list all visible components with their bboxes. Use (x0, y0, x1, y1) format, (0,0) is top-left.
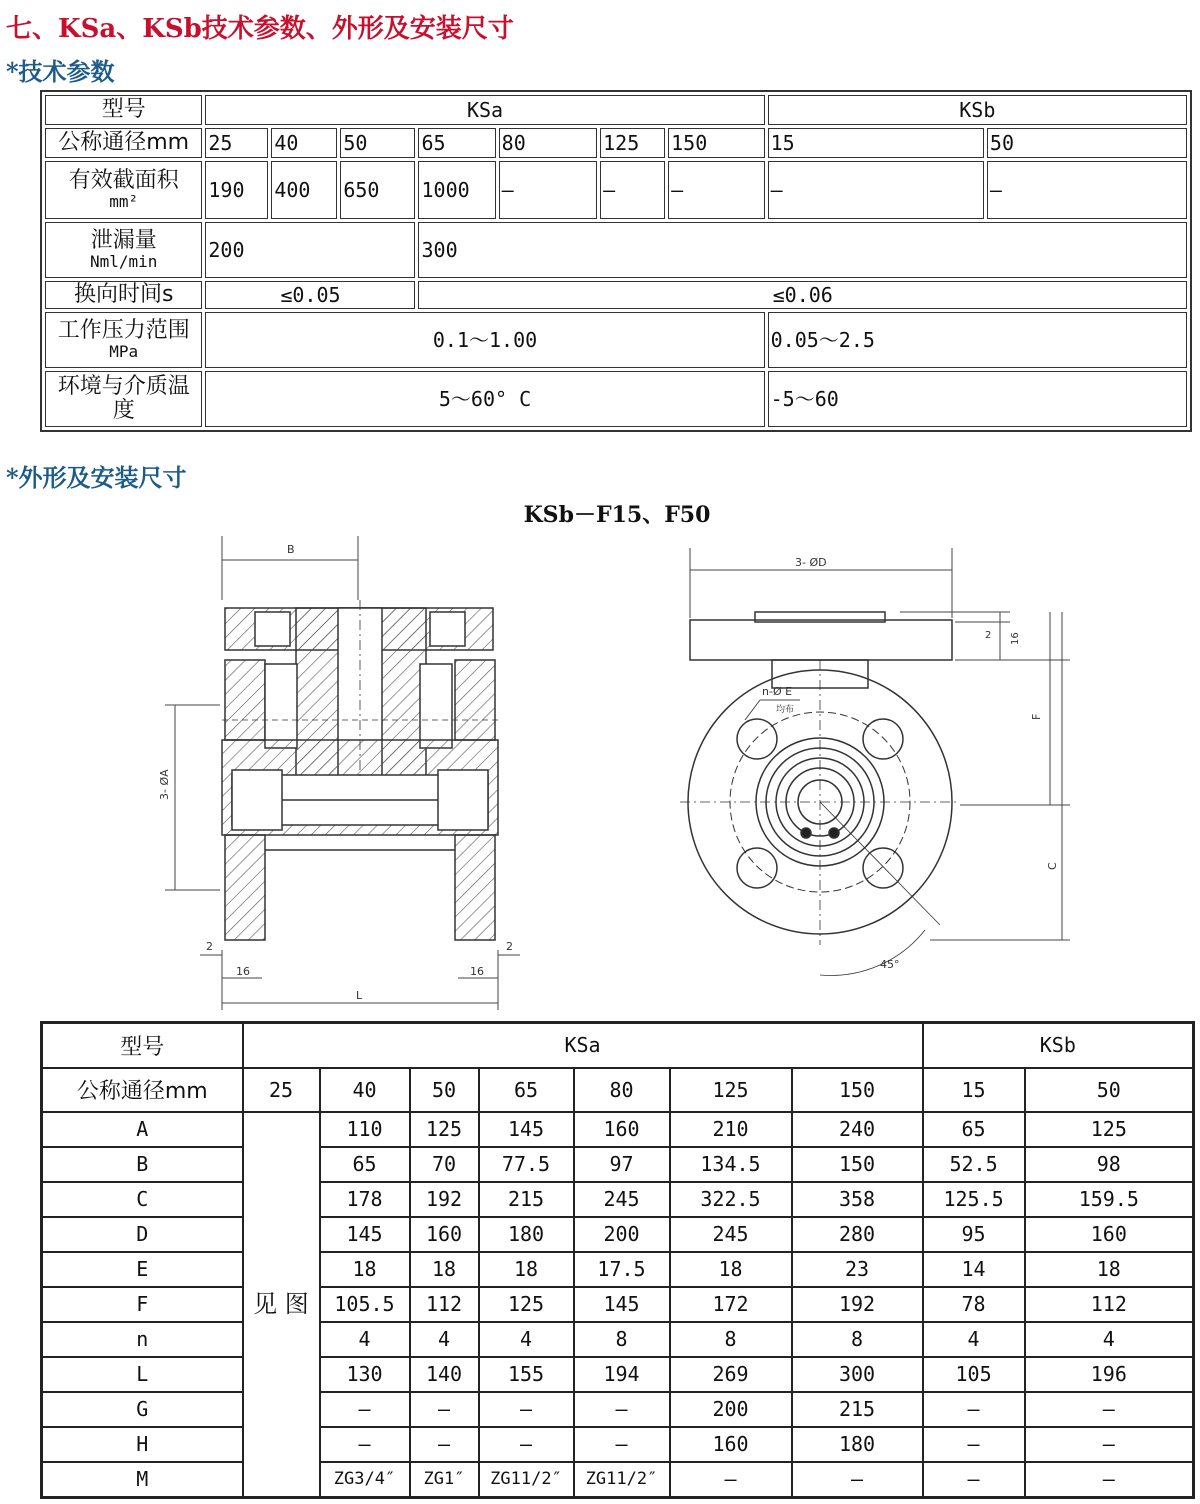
section-tech-heading: *技术参数 (6, 57, 115, 86)
dim-dn-cell: 50 (410, 1068, 479, 1112)
dim-16-left: 16 (236, 965, 250, 978)
spec-ksa-header: KSa (205, 95, 764, 125)
dim-cell: 98 (1025, 1147, 1194, 1182)
dim-cell: – (792, 1462, 923, 1498)
dim-dn-cell: 50 (1025, 1068, 1194, 1112)
dim-cell: 145 (479, 1112, 574, 1147)
dim-row-label: G (42, 1392, 243, 1427)
dim-cell: 245 (670, 1217, 792, 1252)
spec-row-pressure (45, 312, 1187, 368)
dim-dn-cell: 65 (479, 1068, 574, 1112)
dim-cell: 192 (410, 1182, 479, 1217)
dim-cell: 155 (479, 1357, 574, 1392)
dim-cell: 194 (574, 1357, 670, 1392)
front-flange (690, 620, 952, 660)
dim-45-label: 45° (880, 958, 900, 971)
spec-dn-cell: 25 (205, 128, 268, 158)
dim-cell: – (923, 1392, 1025, 1427)
front-view-dimensions (690, 548, 1070, 940)
dim-row-h (42, 1427, 1194, 1462)
dim-cell: ZG1″ (410, 1462, 479, 1498)
dim-row-label: B (42, 1147, 243, 1182)
dim-cell: 65 (320, 1147, 410, 1182)
dim-model-label: 型号 (42, 1023, 243, 1068)
dim-16-right: 16 (470, 965, 484, 978)
dim-cell: 210 (670, 1112, 792, 1147)
dim-cell: 200 (574, 1217, 670, 1252)
spec-area-cell: – (600, 161, 665, 219)
dim-2-right: 2 (506, 940, 513, 953)
spec-pressure-ksb: 0.05～2.5 (768, 312, 1187, 368)
dim-cell: 110 (320, 1112, 410, 1147)
dim-cell: 145 (574, 1287, 670, 1322)
dim-cell: 4 (923, 1322, 1025, 1357)
dim-cell: – (574, 1392, 670, 1427)
dim-row-label: E (42, 1252, 243, 1287)
spec-leak-label (45, 222, 202, 278)
dim-cell: ZG11/2″ (479, 1462, 574, 1498)
spec-area-cell: – (768, 161, 984, 219)
spec-dn-cell: 50 (340, 128, 415, 158)
dim-cell: 172 (670, 1287, 792, 1322)
dim-row-label: H (42, 1427, 243, 1462)
dim-cell: 160 (670, 1427, 792, 1462)
see-figure-cell: 见 图 (243, 1112, 320, 1498)
dim-b-label: B (287, 543, 295, 556)
side-section-view (222, 600, 498, 940)
dim-cell: 77.5 (479, 1147, 574, 1182)
dim-2-front: 2 (985, 630, 992, 641)
dim-cell: – (1025, 1462, 1194, 1498)
dim-16-front: 16 (1010, 632, 1021, 645)
dim-dn-cell: 125 (670, 1068, 792, 1112)
dim-cell: 125.5 (923, 1182, 1025, 1217)
spec-pressure-unit: MPa (109, 342, 139, 362)
dim-cell: 145 (320, 1217, 410, 1252)
dim-cell: 18 (410, 1252, 479, 1287)
dim-cell: – (479, 1427, 574, 1462)
dim-row-g (42, 1392, 1194, 1427)
spec-pressure-label (45, 312, 202, 368)
spec-temp-label: 环境与介质温度 (45, 371, 202, 427)
dim-n-sub-label: 均布 (776, 705, 795, 715)
dim-cell: 180 (792, 1427, 923, 1462)
dim-cell: 150 (792, 1147, 923, 1182)
spec-dn-cell: 65 (418, 128, 495, 158)
dim-cell: 240 (792, 1112, 923, 1147)
dim-cell: 192 (792, 1287, 923, 1322)
dim-cell: – (1025, 1392, 1194, 1427)
spec-area-cell: – (499, 161, 597, 219)
spec-area-cell: 190 (205, 161, 268, 219)
dim-dn-label: 公称通径mm (42, 1068, 243, 1112)
spec-switch-value-2: ≤0.06 (418, 281, 1187, 309)
bolt-hole (737, 848, 777, 888)
dim-cell: – (320, 1427, 410, 1462)
dim-cell: 18 (479, 1252, 574, 1287)
dim-cell: – (1025, 1427, 1194, 1462)
spec-row-switch (45, 281, 1187, 309)
dim-row-n (42, 1322, 1194, 1357)
dim-cell: – (320, 1392, 410, 1427)
spec-dn-label: 公称通径mm (45, 128, 202, 158)
dim-cell: 125 (1025, 1112, 1194, 1147)
dim-cell: 4 (410, 1322, 479, 1357)
spec-dn-cell: 15 (768, 128, 984, 158)
dim-cell: 8 (670, 1322, 792, 1357)
bolt-hole (863, 719, 903, 759)
dim-cell: – (923, 1427, 1025, 1462)
dim-row-l (42, 1357, 1194, 1392)
dim-cell: 215 (792, 1392, 923, 1427)
dim-cell: 112 (410, 1287, 479, 1322)
dim-row-e (42, 1252, 1194, 1287)
dim-cell: 78 (923, 1287, 1025, 1322)
spec-temp-ksb: -5～60 (768, 371, 1187, 427)
dimension-table (40, 1021, 1195, 1499)
dim-row-label: C (42, 1182, 243, 1217)
dim-cell: ZG11/2″ (574, 1462, 670, 1498)
dim-cell: 125 (410, 1112, 479, 1147)
dim-cell: 196 (1025, 1357, 1194, 1392)
dim-cell: 95 (923, 1217, 1025, 1252)
bolt-hole (863, 848, 903, 888)
spec-area-cell: 400 (271, 161, 337, 219)
dim-cell: 200 (670, 1392, 792, 1427)
dim-cell: 52.5 (923, 1147, 1025, 1182)
dim-cell: 160 (1025, 1217, 1194, 1252)
dim-cell: 8 (792, 1322, 923, 1357)
spec-dn-cell: 150 (668, 128, 765, 158)
spec-row-temp (45, 371, 1187, 427)
dim-cell: – (670, 1462, 792, 1498)
dim-cell: 23 (792, 1252, 923, 1287)
dim-row-c (42, 1182, 1194, 1217)
spec-dn-cell: 50 (987, 128, 1187, 158)
dim-row-label: n (42, 1322, 243, 1357)
dim-cell: 17.5 (574, 1252, 670, 1287)
dim-cell: 160 (410, 1217, 479, 1252)
dim-row-label: D (42, 1217, 243, 1252)
spec-leak-value-1: 200 (205, 222, 415, 278)
dim-row-label: M (42, 1462, 243, 1498)
dim-cell: 130 (320, 1357, 410, 1392)
dim-cell: 4 (1025, 1322, 1194, 1357)
dim-c-label: C (1046, 862, 1059, 870)
spec-area-label (45, 161, 202, 219)
spec-area-label-text: 有效截面积 (68, 168, 179, 194)
dim-cell: 140 (410, 1357, 479, 1392)
dim-cell: 245 (574, 1182, 670, 1217)
dim-row-f (42, 1287, 1194, 1322)
dim-cell: 14 (923, 1252, 1025, 1287)
spec-row-area (45, 161, 1187, 219)
spec-leak-unit: Nml/min (89, 252, 158, 272)
dim-cell: 18 (320, 1252, 410, 1287)
dim-row-m (42, 1462, 1194, 1498)
spec-switch-value-1: ≤0.05 (205, 281, 415, 309)
valve-drawing (0, 520, 1200, 1020)
spec-area-unit: mm² (109, 192, 139, 212)
bolt-hole (737, 719, 777, 759)
dim-cell: 178 (320, 1182, 410, 1217)
spec-row-leak (45, 222, 1187, 278)
dim-3phia-label: 3- ØA (158, 769, 171, 800)
dim-cell: 4 (479, 1322, 574, 1357)
dim-f-label: F (1030, 713, 1043, 720)
dim-dn-cell: 40 (320, 1068, 410, 1112)
dim-dn-cell: 150 (792, 1068, 923, 1112)
dim-3phid-label: 3- ØD (795, 556, 827, 569)
dim-cell: 215 (479, 1182, 574, 1217)
spec-row-model (45, 95, 1187, 125)
dim-cell: 18 (670, 1252, 792, 1287)
dim-cell: 4 (320, 1322, 410, 1357)
dim-cell: – (479, 1392, 574, 1427)
dim-l-label: L (356, 989, 363, 1002)
spec-temp-ksa: 5～60° C (205, 371, 764, 427)
section-dims-heading: *外形及安装尺寸 (6, 463, 187, 492)
dim-cell: 105 (923, 1357, 1025, 1392)
dim-row-label: A (42, 1112, 243, 1147)
dim-cell: 159.5 (1025, 1182, 1194, 1217)
dim-2-left: 2 (206, 940, 213, 953)
dim-cell: 180 (479, 1217, 574, 1252)
dim-cell: 125 (479, 1287, 574, 1322)
dim-row-label: L (42, 1357, 243, 1392)
dim-cell: 160 (574, 1112, 670, 1147)
dim-cell: 134.5 (670, 1147, 792, 1182)
dim-row-model (42, 1023, 1194, 1068)
dim-cell: 105.5 (320, 1287, 410, 1322)
dim-row-label: F (42, 1287, 243, 1322)
dim-n-label: n-Ø E (762, 685, 793, 698)
dim-cell: – (410, 1427, 479, 1462)
spec-pressure-ksa: 0.1～1.00 (205, 312, 764, 368)
dim-cell: – (410, 1392, 479, 1427)
spec-dn-cell: 40 (271, 128, 337, 158)
dim-row-a (42, 1112, 1194, 1147)
spec-switch-label: 换向时间s (45, 281, 202, 309)
page-title: 七、KSa、KSb技术参数、外形及安装尺寸 (6, 14, 514, 44)
spec-leak-value-2: 300 (418, 222, 1187, 278)
spec-model-label: 型号 (45, 95, 202, 125)
dim-cell: ZG3/4″ (320, 1462, 410, 1498)
front-view (680, 612, 960, 975)
drawing-title: KSb－F15、F50 (523, 502, 711, 528)
spec-area-cell: – (987, 161, 1187, 219)
dim-cell: – (574, 1427, 670, 1462)
dim-cell: 280 (792, 1217, 923, 1252)
spec-dn-cell: 80 (499, 128, 597, 158)
spec-area-cell: 650 (340, 161, 415, 219)
spec-pressure-label-text: 工作压力范围 (57, 318, 190, 344)
spec-ksb-header: KSb (768, 95, 1187, 125)
dim-row-dn (42, 1068, 1194, 1112)
dim-cell: 8 (574, 1322, 670, 1357)
dim-ksa-header: KSa (243, 1023, 923, 1068)
dim-dn-cell: 80 (574, 1068, 670, 1112)
dim-cell: 97 (574, 1147, 670, 1182)
dim-dn-cell: 15 (923, 1068, 1025, 1112)
dim-cell: – (923, 1462, 1025, 1498)
dim-row-b (42, 1147, 1194, 1182)
spec-leak-label-text: 泄漏量 (90, 228, 157, 254)
dim-ksb-header: KSb (923, 1023, 1194, 1068)
dim-cell: 65 (923, 1112, 1025, 1147)
spec-dn-cell: 125 (600, 128, 665, 158)
dim-cell: 269 (670, 1357, 792, 1392)
dim-cell: 18 (1025, 1252, 1194, 1287)
dim-cell: 300 (792, 1357, 923, 1392)
dim-cell: 70 (410, 1147, 479, 1182)
spec-area-cell: – (668, 161, 765, 219)
dim-cell: 112 (1025, 1287, 1194, 1322)
spec-row-dn (45, 128, 1187, 158)
spec-table (40, 90, 1192, 432)
dim-cell: 358 (792, 1182, 923, 1217)
spec-area-cell: 1000 (418, 161, 495, 219)
dim-cell: 322.5 (670, 1182, 792, 1217)
dim-row-d (42, 1217, 1194, 1252)
dim-dn-cell: 25 (243, 1068, 320, 1112)
